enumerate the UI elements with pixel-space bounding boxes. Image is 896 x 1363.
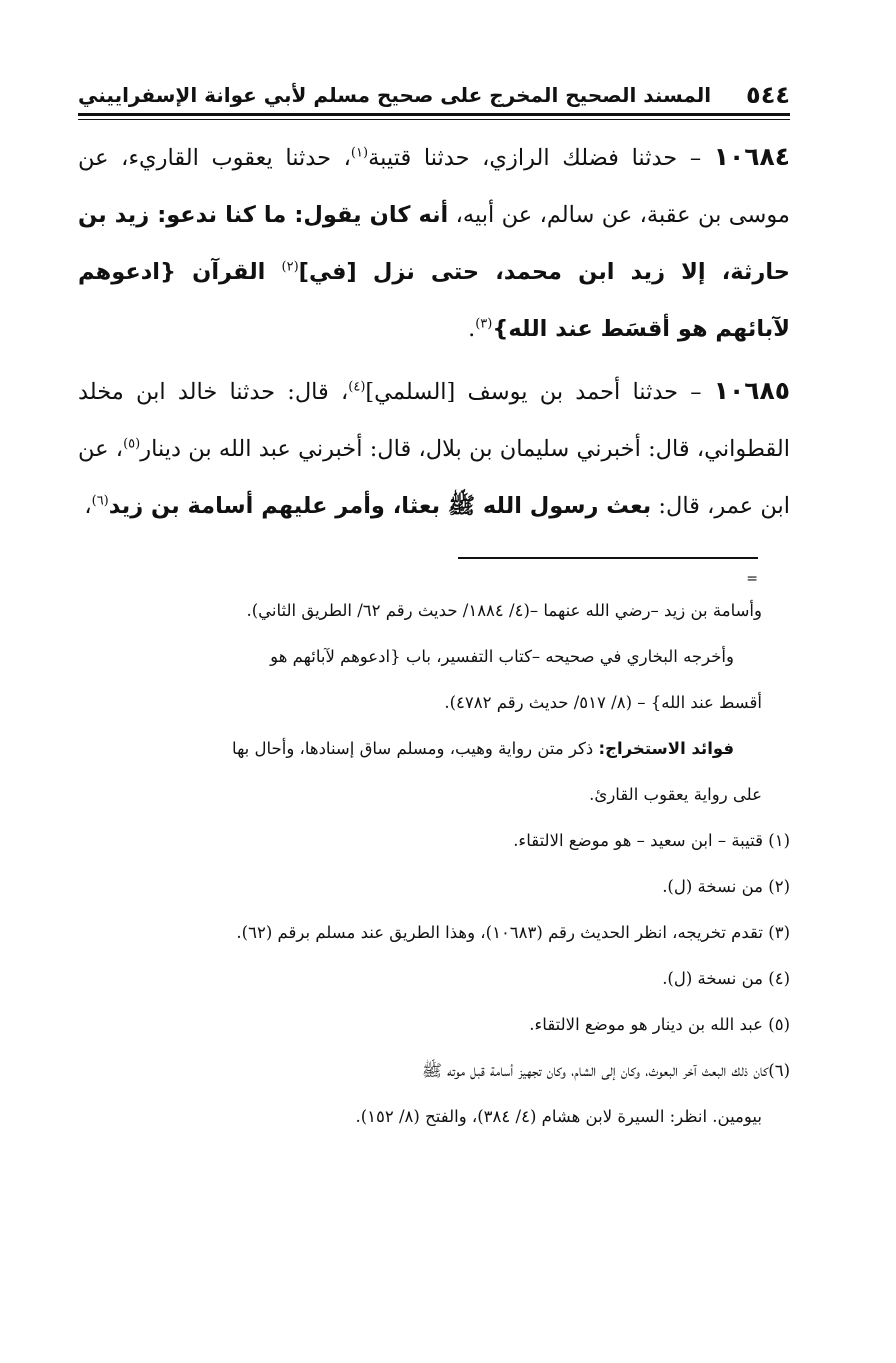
narration-text: حدثنا فضلك الرازي، حدثنا قتيبة (368, 145, 678, 171)
footnote-1: (١) قتيبة – ابن سعيد – هو موضع الالتقاء. (513, 831, 790, 850)
footnote-ref: (١) (350, 145, 369, 161)
narration-text: ، حدثنا يعقوب القاريء، عن موسى بن عقبة، عن سالم، عن أبيه، (78, 145, 790, 228)
footnote-6: (٦)كان ذلك البعث آخر البعوث، وكان إلى الشام، وكان تجهيز أسامة قبل موته ﷺ (421, 1061, 790, 1080)
hadith-matn: بعث رسول الله ﷺ بعثا، وأمر عليهم أسامة بن زيد (108, 493, 652, 519)
dash: – (677, 145, 714, 171)
narration-text: ، قال: حدثنا خالد ابن مخلد القطواني، قال: أخبرني سليمان بن بلال، قال: أخبرني عبد الله بن دينار (78, 379, 790, 462)
narration-text: . (468, 316, 476, 342)
footnote-ref: (٢) (281, 259, 299, 275)
footnote-continuation-mark: = (746, 571, 758, 587)
running-title: المسند الصحيح المخرج على صحيح مسلم لأبي عوانة الإسفراييني (78, 83, 712, 107)
footnote-carry-line: وأسامة بن زيد –رضي الله عنهما –(٤/ ١٨٨٤/ حديث رقم ٦٢/ الطريق الثاني). (246, 601, 762, 620)
quran-quote: القرآن {ادعوهم لآبائهم هو أقسَط عند الله} (78, 259, 790, 342)
header-rule-thin (78, 119, 790, 120)
page-number: ٥٤٤ (746, 81, 790, 109)
extraction-benefits (78, 726, 790, 772)
footnote-carry-line: وأخرجه البخاري في صحيحه –كتاب التفسير، باب {ادعوهم لآبائهم هو (270, 647, 734, 666)
hadith-number: ١٠٦٨٥ (713, 376, 791, 405)
extraction-benefits-cont: على رواية يعقوب القارئ. (589, 785, 762, 804)
footnote-5: (٥) عبد الله بن دينار هو موضع الالتقاء. (529, 1015, 790, 1034)
narration-text: حدثنا أحمد بن يوسف [السلمي] (365, 379, 679, 405)
footnote-ref: (٥) (123, 436, 141, 452)
hadith-matn: أنه كان يقول: ما كنا ندعو: زيد بن حارثة، إلا زيد ابن محمد، حتى نزل [في] (78, 202, 790, 285)
footnote-6-cont: بيومين. انظر: السيرة لابن هشام (٤/ ٣٨٤)، والفتح (٨/ ١٥٢). (355, 1107, 762, 1126)
header-rule-thick (78, 113, 790, 116)
footnote-2: (٢) من نسخة (ل). (662, 877, 790, 896)
dash: – (678, 379, 714, 405)
footnote-3: (٣) تقدم تخريجه، انظر الحديث رقم (١٠٦٨٣)، وهذا الطريق عند مسلم برقم (٦٢). (236, 923, 790, 942)
hadith-number: ١٠٦٨٤ (713, 142, 791, 171)
footnote-ref: (٦) (91, 493, 109, 509)
main-text (78, 128, 790, 535)
footnote-4: (٤) من نسخة (ل). (662, 969, 790, 988)
footnotes (78, 588, 790, 1140)
benefits-text: ذكر متن رواية وهيب، ومسلم ساق إسنادها، وأحال بها (232, 739, 599, 758)
footnote-carry-line: أقسط عند الله} – (٨/ ٥١٧/ حديث رقم ٤٧٨٢). (444, 693, 762, 712)
footnote-ref: (٣) (475, 316, 493, 332)
footnote-separator (458, 557, 758, 559)
hadith-10685 (78, 362, 790, 535)
footnote-ref: (٤) (348, 379, 366, 395)
narration-text: ، (84, 493, 92, 519)
running-header (78, 78, 790, 112)
benefits-label: فوائد الاستخراج: (598, 739, 734, 758)
hadith-10684 (78, 128, 790, 358)
narration-text: ، عن ابن عمر، قال: (78, 436, 790, 519)
